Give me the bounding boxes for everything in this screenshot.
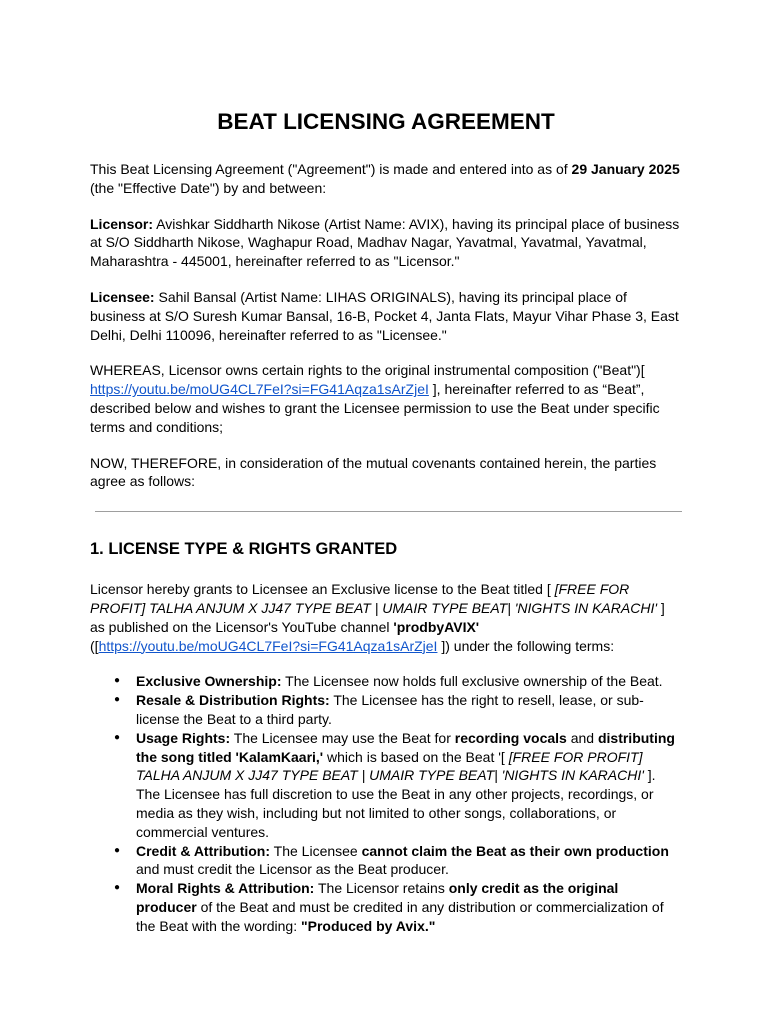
list-item-exclusive-ownership bbox=[136, 672, 682, 691]
whereas-text-end: ], hereinafter referred to as “Beat”, described below and wishes to grant the Licensee permission to use the Beat under specific terms and conditions; bbox=[90, 381, 660, 435]
list-item-credit-attribution bbox=[136, 842, 682, 880]
whereas-paragraph bbox=[90, 361, 682, 436]
effective-date: 29 January 2025 bbox=[571, 161, 680, 177]
licensee-paragraph bbox=[90, 288, 682, 344]
licensor-label: Licensor: bbox=[90, 215, 154, 232]
section-1-heading: 1. LICENSE TYPE & RIGHTS GRANTED bbox=[90, 540, 398, 559]
intro-paragraph bbox=[90, 160, 682, 198]
usage-rights-text-based: which is based on the Beat '[ bbox=[323, 748, 509, 765]
moral-rights-bold-produced-by: "Produced by Avix." bbox=[301, 917, 436, 934]
usage-rights-beat-title: [FREE FOR PROFIT] TALHA ANJUM X JJ47 TYPE BEAT | UMAIR TYPE BEAT| 'NIGHTS IN KARACHI' bbox=[136, 748, 644, 784]
beat-youtube-link[interactable]: https://youtu.be/moUG4CL7FeI?si=FG41Aqza1sArZjeI bbox=[90, 381, 429, 398]
credit-attribution-text: The Licensee bbox=[270, 842, 362, 859]
usage-rights-text: The Licensee may use the Beat for bbox=[230, 729, 455, 746]
usage-rights-text-and: and bbox=[566, 729, 598, 746]
credit-attribution-bold: cannot claim the Beat as their own production bbox=[361, 842, 669, 859]
usage-rights-label: Usage Rights: bbox=[136, 729, 231, 746]
credit-attribution-label: Credit & Attribution: bbox=[136, 842, 271, 859]
moral-rights-text-wording: of the Beat and must be credited in any distribution or commercialization of the Beat with the wording: bbox=[136, 898, 664, 934]
list-item-moral-rights bbox=[136, 879, 682, 935]
exclusive-ownership-label: Exclusive Ownership: bbox=[136, 673, 282, 690]
whereas-text: WHEREAS, Licensor owns certain rights to the original instrumental composition ("Beat")[ bbox=[90, 362, 645, 379]
resale-rights-label: Resale & Distribution Rights: bbox=[136, 692, 330, 709]
channel-name: 'prodbyAVIX' bbox=[393, 618, 480, 635]
moral-rights-label: Moral Rights & Attribution: bbox=[136, 880, 315, 897]
document-title: BEAT LICENSING AGREEMENT bbox=[217, 109, 555, 134]
channel-youtube-link[interactable]: https://youtu.be/moUG4CL7FeI?si=FG41Aqza1sArZjeI bbox=[98, 637, 438, 654]
now-therefore-paragraph: NOW, THEREFORE, in consideration of the mutual covenants contained herein, the parties agree as follows: bbox=[90, 454, 657, 490]
licensee-label: Licensee: bbox=[90, 288, 155, 305]
licensor-paragraph bbox=[90, 215, 682, 271]
resale-rights-text: The Licensee has the right to resell, lease, or sub-license the Beat to a third party. bbox=[136, 692, 644, 727]
grant-text: Licensor hereby grants to Licensee an Exclusive license to the Beat titled [ bbox=[90, 581, 555, 598]
beat-title: [FREE FOR PROFIT] TALHA ANJUM X JJ47 TYPE BEAT | UMAIR TYPE BEAT| 'NIGHTS IN KARACHI' bbox=[90, 581, 657, 616]
exclusive-ownership-text: The Licensee now holds full exclusive ownership of the Beat. bbox=[281, 673, 663, 690]
grant-text-channel: ] as published on the Licensor's YouTube channel bbox=[90, 599, 665, 635]
credit-attribution-text-end: and must credit the Licensor as the Beat producer. bbox=[136, 861, 449, 878]
grant-text-open: ([ bbox=[90, 637, 99, 654]
usage-rights-text-end: ]. The Licensee has full discretion to use the Beat in any other projects, recordings, or media as they wish, including but not limited to other songs, collaborations, or commercial ventures. bbox=[136, 767, 656, 840]
moral-rights-bold-credit: only credit as the original producer bbox=[136, 880, 619, 915]
horizontal-rule bbox=[95, 511, 682, 512]
usage-rights-bold-recording: recording vocals bbox=[454, 729, 567, 746]
license-terms-list bbox=[90, 672, 682, 935]
grant-text-end: ]) under the following terms: bbox=[437, 637, 615, 654]
list-item-resale-rights bbox=[136, 691, 682, 729]
licensor-details: Avishkar Siddharth Nikose (Artist Name: AVIX), having its principal place of business at S/O Siddharth Nikose, Waghapur Road, Madhav Nagar, Yavatmal, Yavatmal, Yavatmal, Maharashtra - 445001, hereinafter referred to as "Licensor." bbox=[90, 215, 680, 270]
intro-text: This Beat Licensing Agreement ("Agreement") is made and entered into as of bbox=[90, 161, 572, 177]
usage-rights-bold-song: distributing the song titled 'KalamKaari,' bbox=[136, 729, 675, 765]
licensee-details: Sahil Bansal (Artist Name: LIHAS ORIGINALS), having its principal place of business at S/O Suresh Kumar Bansal, 16-B, Pocket 4, Janta Flats, Mayur Vihar Phase 3, East Delhi, Delhi 110096, hereinafter referred to as "Licensee." bbox=[90, 288, 679, 343]
list-item-usage-rights bbox=[136, 729, 682, 842]
intro-text-end: (the "Effective Date") by and between: bbox=[90, 179, 327, 196]
moral-rights-text: The Licensor retains bbox=[314, 880, 449, 897]
grant-paragraph bbox=[90, 580, 682, 655]
